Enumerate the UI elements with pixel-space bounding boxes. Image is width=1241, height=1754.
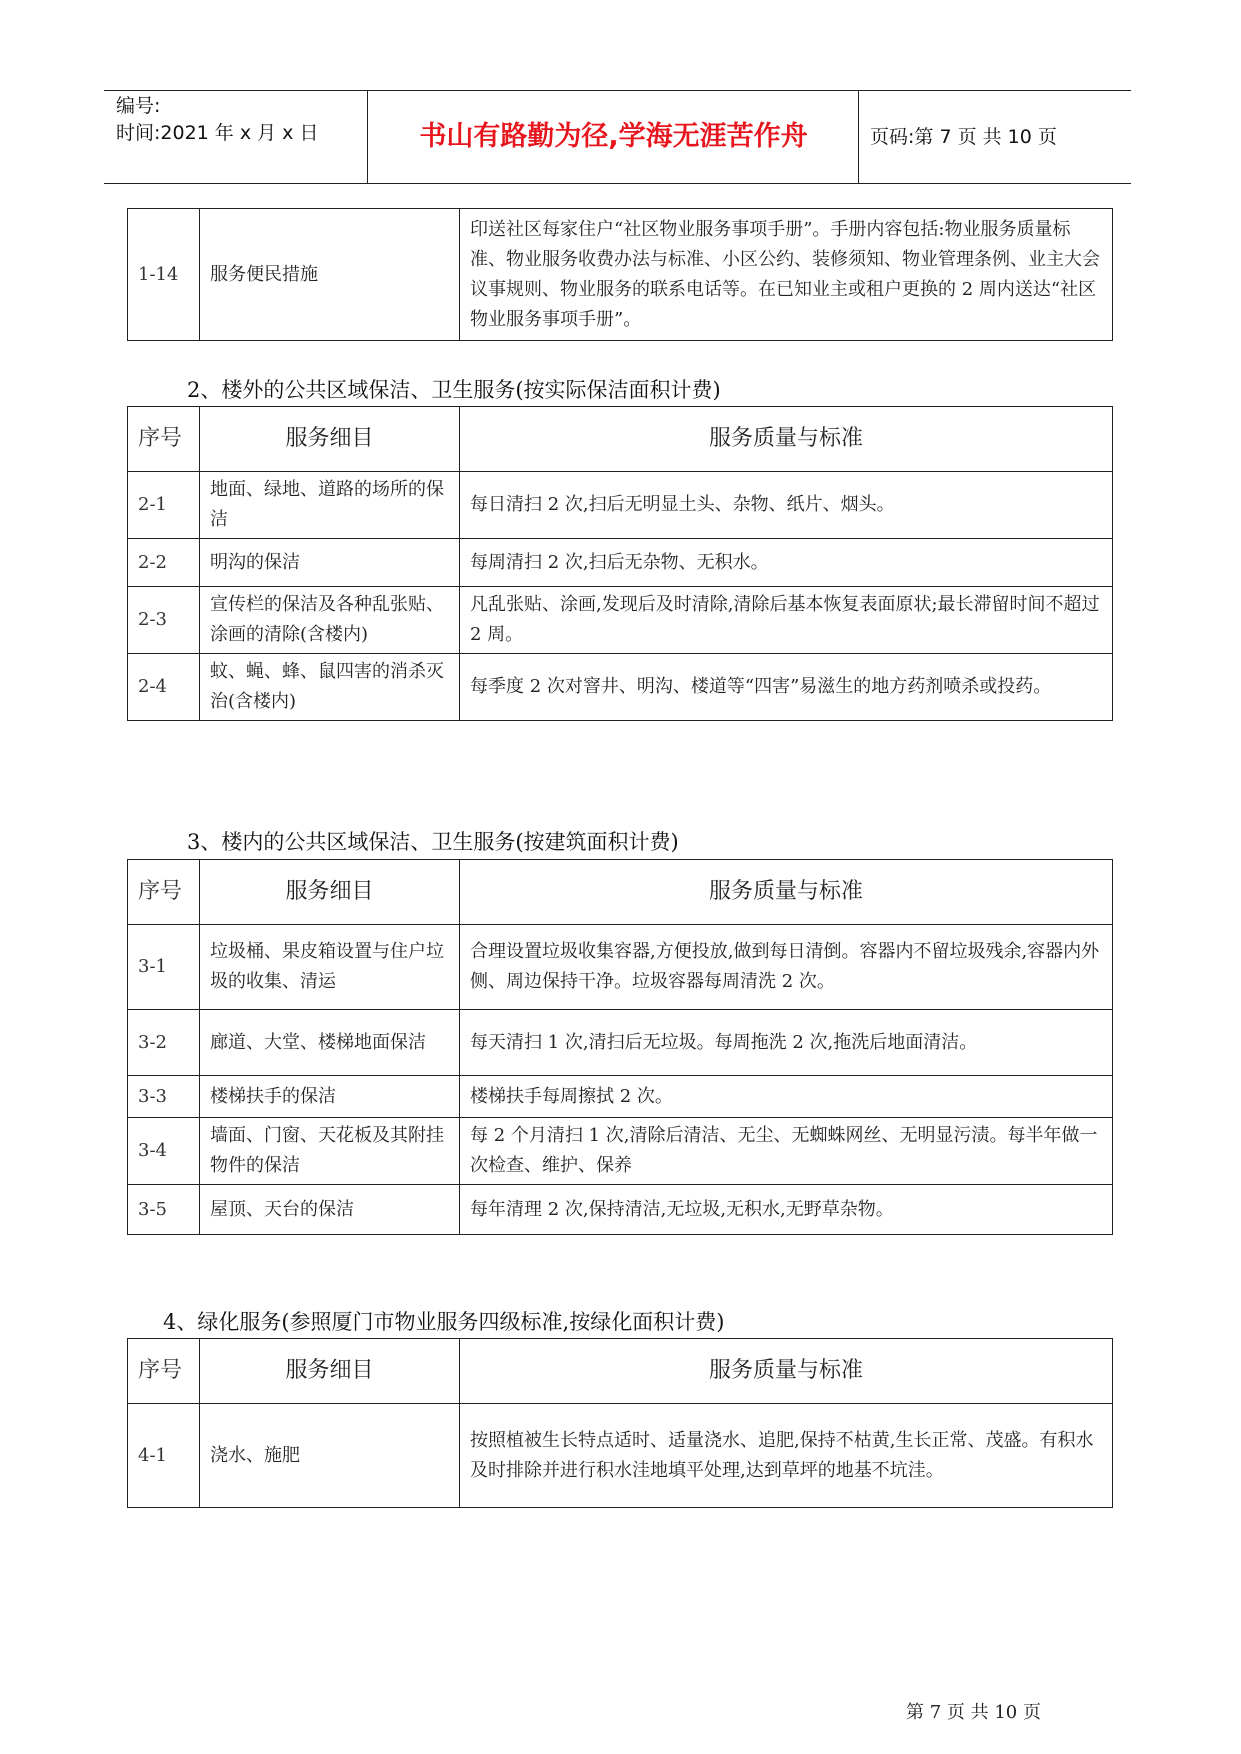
table-row bbox=[128, 1118, 1113, 1185]
date-text: 时间:2021 年 x 月 x 日 bbox=[116, 122, 319, 144]
row-standard: 每天清扫 1 次,清扫后无垃圾。每周拖洗 2 次,拖洗后地面清洁。 bbox=[460, 1010, 1113, 1076]
table-row bbox=[128, 1010, 1113, 1076]
row-number: 4-1 bbox=[128, 1404, 200, 1508]
header-divider bbox=[858, 91, 859, 183]
header-no: 序号 bbox=[128, 1339, 200, 1404]
header-meta bbox=[116, 93, 318, 147]
header-item: 服务细目 bbox=[200, 1339, 460, 1404]
row-standard: 印送社区每家住户“社区物业服务事项手册”。手册内容包括:物业服务质量标准、物业服务收费办法与标准、小区公约、装修须知、物业管理条例、业主大会议事规则、物业服务的联系电话等。在已知业主或租户更换的 2 周内送达“社区物业服务事项手册”。 bbox=[460, 209, 1113, 341]
header-item: 服务细目 bbox=[200, 860, 460, 925]
table-row bbox=[128, 209, 1113, 341]
table-row bbox=[128, 587, 1113, 654]
row-number: 3-1 bbox=[128, 925, 200, 1010]
table-row bbox=[128, 472, 1113, 539]
header-standard: 服务质量与标准 bbox=[460, 407, 1113, 472]
row-number: 2-2 bbox=[128, 539, 200, 587]
table-row bbox=[128, 654, 1113, 721]
table-row bbox=[128, 539, 1113, 587]
table-row bbox=[128, 1076, 1113, 1118]
header-no: 序号 bbox=[128, 407, 200, 472]
table-header-row bbox=[128, 407, 1113, 472]
row-number: 2-4 bbox=[128, 654, 200, 721]
row-item: 蚊、蝇、蜂、鼠四害的消杀灭治(含楼内) bbox=[200, 654, 460, 721]
table-row bbox=[128, 925, 1113, 1010]
row-number: 3-4 bbox=[128, 1118, 200, 1185]
header-standard: 服务质量与标准 bbox=[460, 860, 1113, 925]
row-item: 墙面、门窗、天花板及其附挂物件的保洁 bbox=[200, 1118, 460, 1185]
row-standard: 每季度 2 次对窨井、明沟、楼道等“四害”易滋生的地方药剂喷杀或投药。 bbox=[460, 654, 1113, 721]
header-page-number: 页码:第 7 页 共 10 页 bbox=[870, 126, 1057, 148]
header-motto: 书山有路勤为径,学海无涯苦作舟 bbox=[419, 121, 808, 152]
row-number: 2-1 bbox=[128, 472, 200, 539]
header-divider bbox=[367, 91, 368, 183]
row-number: 3-3 bbox=[128, 1076, 200, 1118]
row-item: 明沟的保洁 bbox=[200, 539, 460, 587]
row-standard: 按照植被生长特点适时、适量浇水、追肥,保持不枯黄,生长正常、茂盛。有积水及时排除并进行积水洼地填平处理,达到草坪的地基不坑洼。 bbox=[460, 1404, 1113, 1508]
table-header-row bbox=[128, 1339, 1113, 1404]
table-row bbox=[128, 1404, 1113, 1508]
table-header-row bbox=[128, 860, 1113, 925]
serial-number-label: 编号: bbox=[116, 95, 161, 117]
service-table-1 bbox=[127, 208, 1113, 341]
row-number: 2-3 bbox=[128, 587, 200, 654]
row-number: 3-5 bbox=[128, 1185, 200, 1235]
section-title: 3、楼内的公共区域保洁、卫生服务(按建筑面积计费) bbox=[187, 830, 679, 854]
service-table-2 bbox=[127, 406, 1113, 721]
header-standard: 服务质量与标准 bbox=[460, 1339, 1113, 1404]
row-item: 宣传栏的保洁及各种乱张贴、涂画的清除(含楼内) bbox=[200, 587, 460, 654]
service-table-4 bbox=[127, 1338, 1113, 1508]
row-item: 地面、绿地、道路的场所的保洁 bbox=[200, 472, 460, 539]
row-item: 浇水、施肥 bbox=[200, 1404, 460, 1508]
row-standard: 每年清理 2 次,保持清洁,无垃圾,无积水,无野草杂物。 bbox=[460, 1185, 1113, 1235]
row-standard: 楼梯扶手每周擦拭 2 次。 bbox=[460, 1076, 1113, 1118]
row-item: 廊道、大堂、楼梯地面保洁 bbox=[200, 1010, 460, 1076]
header-no: 序号 bbox=[128, 860, 200, 925]
table-row bbox=[128, 1185, 1113, 1235]
section-title: 2、楼外的公共区域保洁、卫生服务(按实际保洁面积计费) bbox=[187, 378, 721, 402]
footer-page-number: 第 7 页 共 10 页 bbox=[906, 1702, 1041, 1723]
row-standard: 凡乱张贴、涂画,发现后及时清除,清除后基本恢复表面原状;最长滞留时间不超过 2 周。 bbox=[460, 587, 1113, 654]
service-table-3 bbox=[127, 859, 1113, 1235]
row-standard: 合理设置垃圾收集容器,方便投放,做到每日清倒。容器内不留垃圾残余,容器内外侧、周边保持干净。垃圾容器每周清洗 2 次。 bbox=[460, 925, 1113, 1010]
section-title: 4、绿化服务(参照厦门市物业服务四级标准,按绿化面积计费) bbox=[163, 1310, 725, 1334]
row-number: 1-14 bbox=[128, 209, 200, 341]
row-item: 服务便民措施 bbox=[200, 209, 460, 341]
page-header bbox=[104, 90, 1131, 184]
row-number: 3-2 bbox=[128, 1010, 200, 1076]
row-item: 屋顶、天台的保洁 bbox=[200, 1185, 460, 1235]
row-item: 垃圾桶、果皮箱设置与住户垃圾的收集、清运 bbox=[200, 925, 460, 1010]
header-item: 服务细目 bbox=[200, 407, 460, 472]
row-standard: 每 2 个月清扫 1 次,清除后清洁、无尘、无蜘蛛网丝、无明显污渍。每半年做一次检查、维护、保养 bbox=[460, 1118, 1113, 1185]
row-item: 楼梯扶手的保洁 bbox=[200, 1076, 460, 1118]
row-standard: 每日清扫 2 次,扫后无明显土头、杂物、纸片、烟头。 bbox=[460, 472, 1113, 539]
row-standard: 每周清扫 2 次,扫后无杂物、无积水。 bbox=[460, 539, 1113, 587]
